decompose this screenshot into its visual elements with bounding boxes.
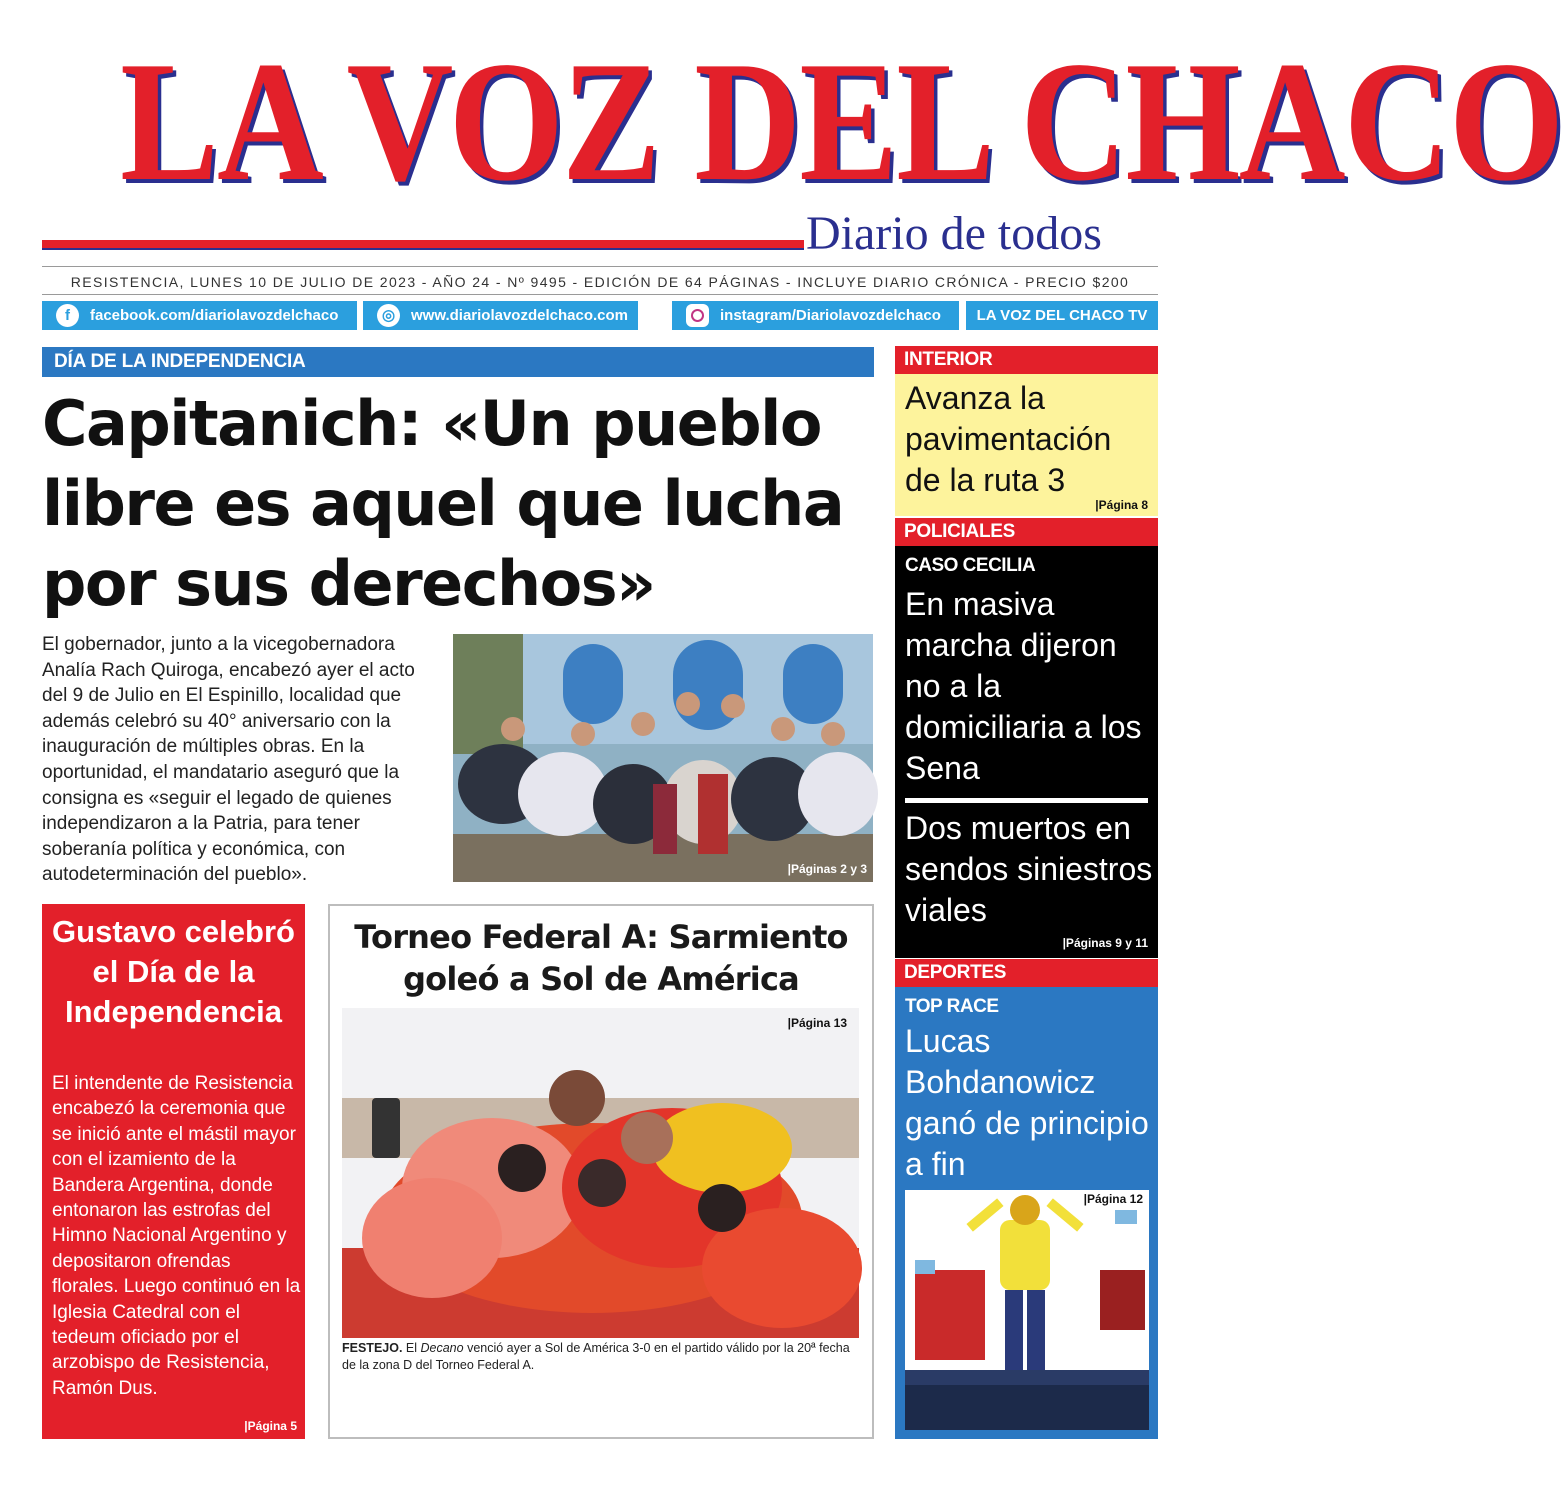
page-reference: |Páginas 2 y 3 [787, 862, 867, 876]
facebook-link[interactable] [42, 301, 357, 330]
globe-icon: ◎ [377, 304, 400, 327]
page-reference: |Páginas 9 y 11 [1062, 936, 1148, 950]
red-story-body: El intendente de Resistencia encabezó la ceremonia que se inició ante el mástil mayor con el izamiento de la Bandera Argentina, donde entonaron las estrofas del Himno Nacional Argentino y depositaron ofrendas florales. Luego continuó en la Iglesia Catedral con el tedeum oficiado por el arzobispo de Resistencia, Ramón Dus. [52, 1073, 301, 1399]
deportes-kicker: TOP RACE [905, 996, 999, 1017]
policiales-headline-1[interactable]: En masiva marcha dijeron no a la domiciliaria a los Sena [905, 586, 1142, 786]
divider [42, 294, 1158, 295]
facebook-icon: f [56, 304, 79, 327]
instagram-label: instagram/Diariolavozdelchaco [720, 307, 941, 324]
caption-text: El [402, 1341, 421, 1355]
interior-box [895, 374, 1158, 516]
sports-story-box [328, 904, 874, 1439]
deportes-box [895, 987, 1158, 1439]
main-headline[interactable]: Capitanich: «Un pueblo libre es aquel que lucha por sus derechos» [42, 387, 844, 620]
caption-text: venció ayer a Sol de América 3-0 en el partido válido por la 20ª fecha de la zona D del Torneo Federal A. [342, 1341, 850, 1372]
divider [905, 798, 1148, 803]
instagram-link[interactable] [672, 301, 959, 330]
interior-headline[interactable]: Avanza la pavimentación de la ruta 3 [905, 380, 1112, 498]
dateline: RESISTENCIA, LUNES 10 DE JULIO DE 2023 - AÑO 24 - Nº 9495 - EDICIÓN DE 64 PÁGINAS - INCLUYE DIARIO CRÓNICA - PRECIO $200 [70, 274, 1130, 290]
policiales-box [895, 546, 1158, 958]
section-interior: INTERIOR [895, 346, 1158, 374]
tv-link[interactable]: LA VOZ DEL CHACO TV [966, 301, 1158, 330]
section-deportes: DEPORTES [895, 959, 1158, 987]
newspaper-slogan: Diario de todos [806, 207, 1102, 260]
page-reference: |Página 5 [244, 1419, 297, 1433]
race-winner-photo-image [905, 1190, 1149, 1430]
website-link[interactable] [363, 301, 638, 330]
deportes-headline[interactable]: Lucas Bohdanowicz ganó de principio a fin [905, 1023, 1149, 1182]
photo-caption [342, 1340, 864, 1374]
celebration-photo-image [342, 1008, 859, 1338]
masthead-rule [42, 240, 804, 248]
policiales-kicker: CASO CECILIA [905, 555, 1036, 576]
section-policiales: POLICIALES [895, 518, 1158, 546]
group-photo-image [453, 634, 873, 882]
red-story-title[interactable]: Gustavo celebró el Día de la Independencia [52, 914, 295, 1029]
masthead [42, 27, 1562, 217]
main-story-photo [453, 634, 873, 882]
instagram-icon [686, 304, 709, 327]
page-reference: |Página 12 [1083, 1192, 1143, 1206]
caption-label: FESTEJO. [342, 1341, 403, 1355]
facebook-label: facebook.com/diariolavozdelchaco [90, 307, 339, 324]
newspaper-title: LA VOZ DEL CHACO [120, 27, 1562, 217]
sports-story-photo [342, 1008, 859, 1338]
policiales-headline-2[interactable]: Dos muertos en sendos siniestros viales [905, 810, 1153, 928]
deportes-photo [905, 1190, 1149, 1430]
page-reference: |Página 13 [787, 1016, 847, 1030]
caption-emphasis: Decano [420, 1341, 464, 1355]
website-label: www.diariolavozdelchaco.com [411, 307, 629, 324]
main-story-lead: El gobernador, junto a la vicegobernadora Analía Rach Quiroga, encabezó ayer el acto del 9 de Julio en El Espinillo, localidad que además celebró su 40° aniversario con la inauguración de múltiples obras. En la oportunidad, el mandatario aseguró que la consigna es «seguir el legado de quienes independizaron a la Patria, para tener soberanía política y económica, con autodeterminación del pueblo». [42, 634, 415, 886]
red-story-box [42, 904, 305, 1439]
main-story-kicker: DÍA DE LA INDEPENDENCIA [42, 347, 874, 377]
divider [42, 266, 1158, 267]
sports-story-title[interactable]: Torneo Federal A: Sarmiento goleó a Sol de América [354, 918, 848, 998]
page-reference: |Página 8 [1095, 498, 1148, 512]
